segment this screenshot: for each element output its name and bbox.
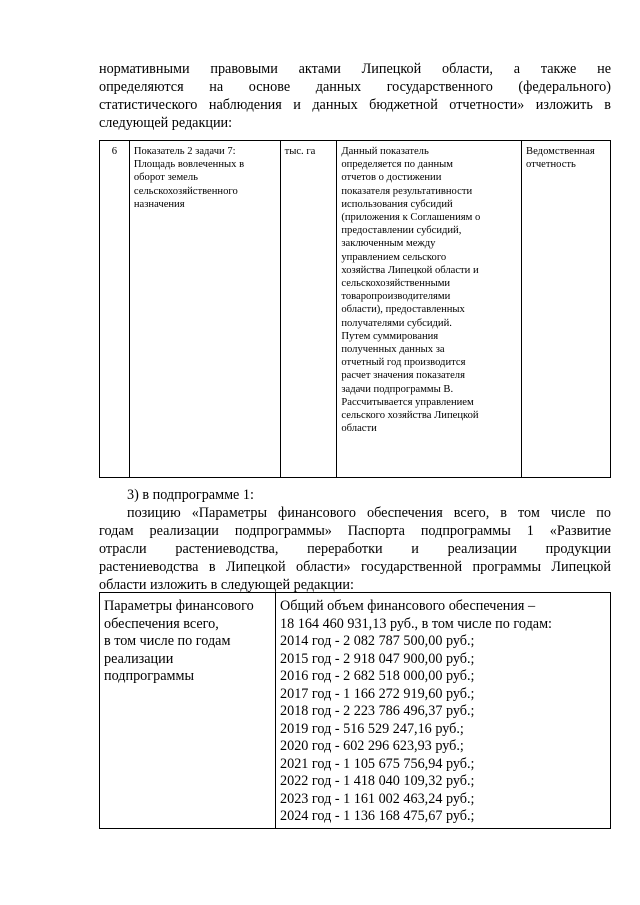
- cell-line: отчетов о достижении: [341, 172, 442, 184]
- cell-line: назначения: [133, 198, 185, 210]
- intro-line: следующей редакции:: [99, 115, 233, 131]
- section-line: годам реализации подпрограммы» Паспорта подпрограммы 1 «Развитие: [99, 523, 611, 539]
- source-cell: [522, 141, 611, 478]
- indicator-table: [99, 140, 611, 478]
- cell-line: товаропроизводителями: [341, 291, 451, 303]
- year-amount-line: 2017 год - 1 166 272 919,60 руб.;: [280, 685, 475, 702]
- cell-line: области: [341, 423, 377, 435]
- cell-line: заключенным между: [341, 238, 436, 250]
- cell-line: 18 164 460 931,13 руб., в том числе по годам:: [280, 615, 552, 632]
- section-line: растениеводства в Липецкой области» государственной программы Липецкой: [99, 559, 611, 575]
- method-cell: [337, 141, 522, 478]
- cell-line: полученных данных за: [341, 344, 445, 356]
- cell-line: Ведомственная: [526, 146, 595, 157]
- year-amount-line: 2019 год - 516 529 247,16 руб.;: [280, 720, 464, 737]
- cell-line: Параметры финансового: [104, 598, 254, 614]
- cell-line: Показатель 2 задачи 7:: [133, 146, 236, 157]
- cell-line: сельскохозяйственного: [133, 185, 238, 197]
- cell-line: Площадь вовлеченных в: [133, 159, 245, 171]
- intro-line: нормативными правовыми актами Липецкой области, а также не: [99, 61, 611, 77]
- cell-line: области), предоставленных: [341, 304, 465, 316]
- cell-line: обеспечения всего,: [104, 615, 219, 632]
- cell-line: Путем суммирования: [341, 330, 439, 342]
- unit-cell: тыс. га: [280, 141, 337, 478]
- year-amount-line: 2016 год - 2 682 518 000,00 руб.;: [280, 668, 475, 684]
- cell-line: предоставлении субсидий,: [341, 225, 462, 237]
- year-amount-line: 2022 год - 1 418 040 109,32 руб.;: [280, 773, 475, 789]
- cell-line: хозяйства Липецкой области и: [341, 264, 479, 276]
- financing-label-cell: [100, 593, 276, 829]
- cell-line: отчетный год производится: [341, 357, 466, 369]
- year-amount-line: 2015 год - 2 918 047 900,00 руб.;: [280, 650, 475, 667]
- table-row: [100, 593, 611, 829]
- cell-line: управлением сельского: [341, 251, 447, 263]
- intro-line: статистического наблюдения и данных бюджетной отчетности» изложить в: [99, 97, 611, 113]
- cell-line: реализации: [104, 650, 174, 667]
- intro-line: определяются на основе данных государственного (федерального): [99, 79, 611, 95]
- financing-table: [99, 592, 611, 829]
- cell-line: задачи подпрограммы В.: [341, 383, 454, 395]
- cell-line: получателями субсидий.: [341, 317, 452, 329]
- year-amount-line: 2023 год - 1 161 002 463,24 руб.;: [280, 790, 475, 807]
- section-heading: 3) в подпрограмме 1:: [127, 487, 254, 503]
- cell-line: оборот земель: [133, 172, 198, 184]
- indicator-name-cell: [129, 141, 280, 478]
- cell-line: Общий объем финансового обеспечения –: [280, 598, 536, 614]
- cell-line: Рассчитывается управлением: [341, 396, 474, 408]
- cell-line: использования субсидий: [341, 198, 453, 210]
- table-row: [100, 141, 611, 478]
- cell-line: определяется по данным: [341, 159, 453, 171]
- intro-paragraph: [99, 60, 611, 132]
- cell-line: отчетность: [526, 159, 576, 171]
- row-number-cell: 6: [100, 141, 130, 478]
- cell-line: подпрограммы: [104, 668, 194, 684]
- cell-line: сельского хозяйства Липецкой: [341, 410, 479, 422]
- section-line: позицию «Параметры финансового обеспечения всего, в том числе по: [127, 505, 611, 521]
- year-amount-line: 2021 год - 1 105 675 756,94 руб.;: [280, 755, 475, 772]
- cell-line: сельскохозяйственными: [341, 278, 451, 290]
- year-amount-line: 2024 год - 1 136 168 475,67 руб.;: [280, 808, 475, 824]
- section3-paragraph: [99, 486, 611, 594]
- cell-line: Данный показатель: [341, 146, 429, 157]
- cell-line: (приложения к Соглашениям о: [341, 212, 481, 224]
- year-amount-line: 2014 год - 2 082 787 500,00 руб.;: [280, 633, 475, 649]
- year-amount-line: 2020 год - 602 296 623,93 руб.;: [280, 738, 464, 754]
- financing-values-cell: [276, 593, 611, 829]
- cell-line: расчет значения показателя: [341, 370, 465, 382]
- year-amount-line: 2018 год - 2 223 786 496,37 руб.;: [280, 703, 475, 719]
- section-line: отрасли растениеводства, переработки и реализации продукции: [99, 541, 611, 557]
- cell-line: показателя результативности: [341, 185, 473, 197]
- section-line: области изложить в следующей редакции:: [99, 577, 354, 593]
- cell-line: в том числе по годам: [104, 633, 231, 649]
